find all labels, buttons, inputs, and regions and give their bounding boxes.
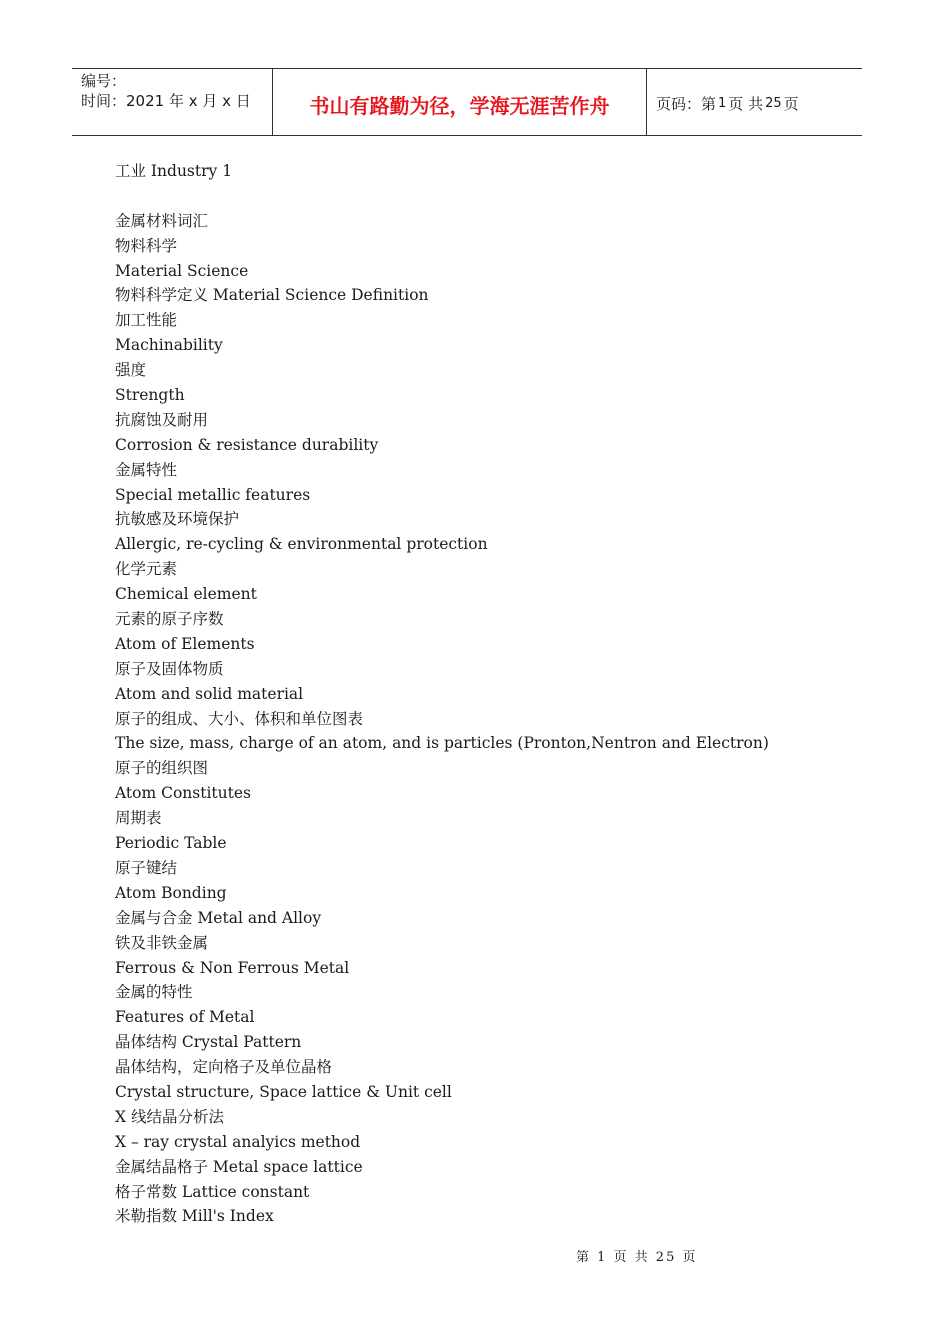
vocabulary-line: 元素的原子序数: [115, 610, 224, 629]
vocabulary-line: 金属材料词汇: [115, 211, 209, 230]
vocabulary-line: 周期表: [115, 809, 162, 828]
vocabulary-line: The size, mass, charge of an atom, and is particles (Pronton,Nentron and Electron): [115, 734, 769, 753]
page-current: 1: [718, 95, 727, 111]
vocabulary-line: 强度: [115, 361, 147, 380]
number-label: 编号：: [81, 72, 127, 90]
vocabulary-line: 原子及固体物质: [115, 659, 224, 678]
header-meta: [72, 69, 273, 135]
page-prefix: 页码：第: [656, 94, 717, 113]
vocabulary-line: 金属特性: [115, 460, 178, 479]
document-body: [115, 159, 875, 1229]
vocabulary-line: 金属结晶格子 Metal space lattice: [115, 1157, 363, 1176]
vocabulary-line: 格子常数 Lattice constant: [115, 1182, 310, 1201]
document-title: 工业 Industry 1: [115, 162, 233, 180]
vocabulary-line: 晶体结构，定向格子及单位晶格: [115, 1058, 333, 1077]
vocabulary-line: X – ray crystal analyics method: [115, 1132, 361, 1151]
vocabulary-line: 原子的组成、大小、体积和单位图表: [115, 709, 364, 728]
vocabulary-line: 金属与合金 Metal and Alloy: [115, 908, 322, 927]
page-total: 25: [765, 95, 782, 111]
vocabulary-line: Corrosion & resistance durability: [115, 435, 379, 454]
vocabulary-line: 化学元素: [115, 560, 178, 579]
vocabulary-line: Material Science: [115, 261, 249, 280]
vocabulary-line: Ferrous & Non Ferrous Metal: [115, 958, 350, 977]
vocabulary-line: Atom Bonding: [115, 883, 227, 902]
vocabulary-line: 金属的特性: [115, 983, 193, 1002]
header-motto: 书山有路勤为径，学海无涯苦作舟: [273, 69, 647, 135]
vocabulary-line: Atom Constitutes: [115, 784, 251, 803]
vocabulary-line: 铁及非铁金属: [115, 933, 209, 952]
vocabulary-line: Machinability: [115, 336, 223, 355]
time-label: 时间：2021 年 x 月 x 日: [81, 92, 251, 110]
vocabulary-line: X 线结晶分析法: [115, 1107, 224, 1126]
vocabulary-line: 原子的组织图: [115, 759, 209, 778]
page-footer: 第 1 页 共 25 页: [576, 1250, 698, 1265]
vocabulary-line: 加工性能: [115, 311, 178, 330]
page-middle: 页 共: [728, 94, 764, 113]
page-header: [72, 68, 862, 136]
vocabulary-line: 米勒指数 Mill's Index: [115, 1207, 274, 1226]
vocabulary-line: Strength: [115, 386, 185, 405]
vocabulary-line: Chemical element: [115, 585, 257, 604]
vocabulary-line: Features of Metal: [115, 1008, 255, 1027]
header-page-info: [647, 69, 862, 135]
vocabulary-line: Atom of Elements: [115, 634, 255, 653]
vocabulary-line: 抗敏感及环境保护: [115, 510, 240, 529]
vocabulary-line: 晶体结构 Crystal Pattern: [115, 1033, 302, 1052]
vocabulary-line: Allergic, re-cycling & environmental protection: [115, 535, 488, 554]
vocabulary-line: Crystal structure, Space lattice & Unit cell: [115, 1082, 452, 1101]
page-suffix: 页: [783, 94, 799, 113]
vocabulary-line: 物料科学: [115, 236, 178, 255]
vocabulary-line: 抗腐蚀及耐用: [115, 410, 209, 429]
vocabulary-line: Special metallic features: [115, 485, 311, 504]
vocabulary-line: Periodic Table: [115, 834, 227, 853]
vocabulary-line: 原子键结: [115, 858, 178, 877]
vocabulary-list: [115, 209, 875, 1230]
vocabulary-line: 物料科学定义 Material Science Definition: [115, 286, 429, 305]
vocabulary-line: Atom and solid material: [115, 684, 304, 703]
